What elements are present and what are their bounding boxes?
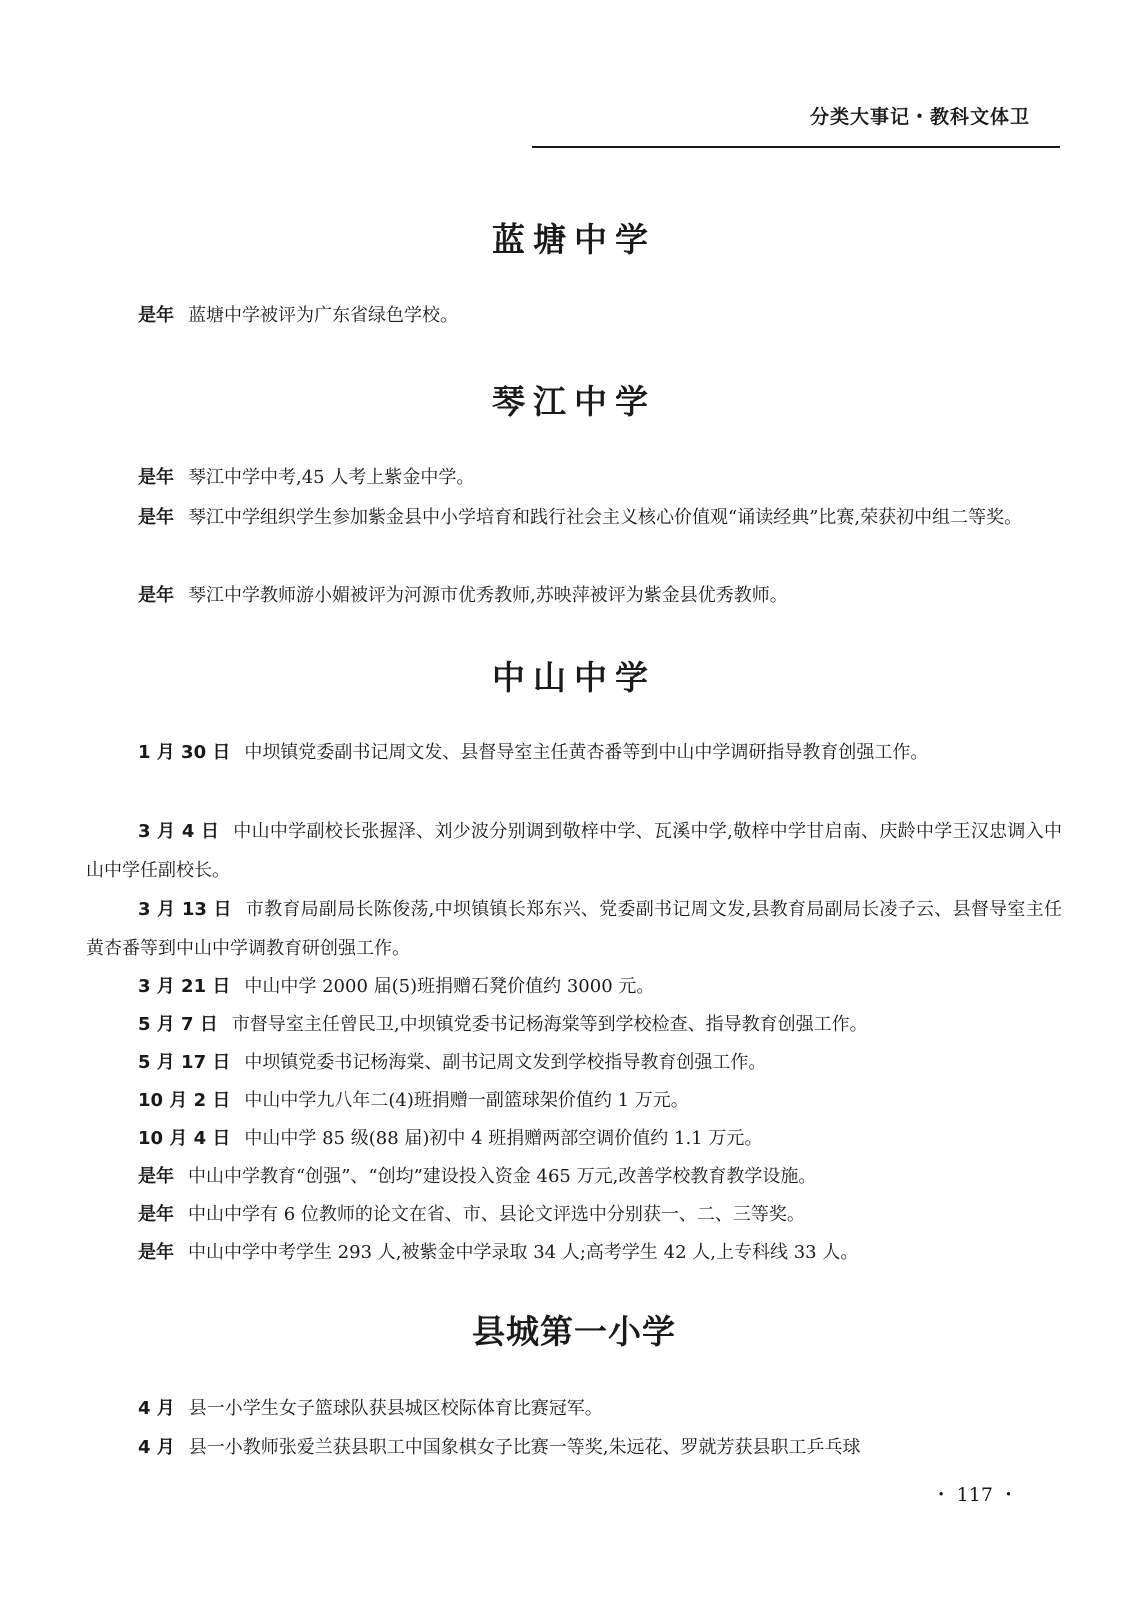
- entry-text: 中坝镇党委副书记周文发、县督导室主任黄杏番等到中山中学调研指导教育创强工作。: [244, 742, 929, 763]
- entry: [86, 576, 1062, 615]
- entry-text: 中山中学九八年二(4)班捐赠一副篮球架价值约 1 万元。: [244, 1090, 689, 1111]
- entry-text: 中山中学有 6 位教师的论文在省、市、县论文评选中分别获一、二、三等奖。: [188, 1204, 805, 1225]
- entry-date: 是年: [138, 507, 174, 528]
- entry-date: 4 月: [138, 1437, 175, 1458]
- entry: [86, 1428, 1062, 1467]
- entry-date: 10 月 2 日: [138, 1090, 231, 1111]
- entry-text: 县一小教师张爱兰获县职工中国象棋女子比赛一等奖,朱远花、罗就芳获县职工乒乓球: [188, 1437, 861, 1458]
- entry-date: 是年: [138, 585, 174, 606]
- section-title-zhongshan: 中山中学: [492, 658, 656, 697]
- entry: [86, 890, 1062, 968]
- entry: [86, 733, 1062, 772]
- entry: [86, 967, 1062, 1006]
- entry-date: 是年: [138, 467, 174, 488]
- section-title-qinjiang: 琴江中学: [492, 382, 656, 421]
- entry-date: 4 月: [138, 1398, 175, 1419]
- entry: [86, 1195, 1062, 1234]
- entry-date: 5 月 7 日: [138, 1014, 218, 1035]
- entry-text: 县一小学生女子篮球队获县城区校际体育比赛冠军。: [188, 1398, 603, 1419]
- entry-date: 3 月 13 日: [138, 899, 232, 920]
- running-header: 分类大事记・教科文体卫: [809, 106, 1030, 128]
- entry: [86, 1043, 1062, 1082]
- page-number: ・ 117 ・: [931, 1484, 1018, 1506]
- entry-text: 中山中学教育“创强”、“创均”建设投入资金 465 万元,改善学校教育教学设施。: [188, 1166, 817, 1187]
- entry-text: 中坝镇党委书记杨海棠、副书记周文发到学校指导教育创强工作。: [244, 1052, 767, 1073]
- entry-text: 琴江中学教师游小媚被评为河源市优秀教师,苏映萍被评为紫金县优秀教师。: [188, 585, 788, 606]
- entry-text: 市督导室主任曾民卫,中坝镇党委书记杨海棠等到学校检查、指导教育创强工作。: [231, 1014, 868, 1035]
- entry-date: 1 月 30 日: [138, 742, 231, 763]
- entry: [86, 1005, 1062, 1044]
- entry: [86, 458, 1062, 497]
- entry-text: 中山中学中考学生 293 人,被紫金中学录取 34 人;高考学生 42 人,上专科线 33 人。: [188, 1242, 859, 1263]
- entry-date: 10 月 4 日: [138, 1128, 231, 1149]
- entry-text: 蓝塘中学被评为广东省绿色学校。: [188, 305, 458, 326]
- entry: [86, 296, 1062, 335]
- entry-date: 3 月 4 日: [138, 821, 220, 842]
- entry-date: 是年: [138, 305, 174, 326]
- entry: [86, 1119, 1062, 1158]
- entry-text: 中山中学 85 级(88 届)初中 4 班捐赠两部空调价值约 1.1 万元。: [244, 1128, 763, 1149]
- entry-date: 3 月 21 日: [138, 976, 231, 997]
- section-title-county-first-primary: 县城第一小学: [472, 1312, 676, 1351]
- entry-text: 市教育局副局长陈俊荡,中坝镇镇长郑东兴、党委副书记周文发,县教育局副局长凌子云、县督导室主任黄杏番等到中山中学调教育研创强工作。: [86, 899, 1062, 959]
- entry-text: 琴江中学组织学生参加紫金县中小学培育和践行社会主义核心价值观“诵读经典”比赛,荣获初中组二等奖。: [188, 507, 1023, 528]
- entry: [86, 1389, 1062, 1428]
- entry: [86, 498, 1062, 537]
- entry-date: 是年: [138, 1166, 174, 1187]
- section-title-lantang: 蓝塘中学: [492, 220, 656, 259]
- entry-date: 是年: [138, 1242, 174, 1263]
- entry: [86, 1081, 1062, 1120]
- entry-text: 琴江中学中考,45 人考上紫金中学。: [188, 467, 475, 488]
- entry-date: 是年: [138, 1204, 174, 1225]
- entry: [86, 1157, 1062, 1196]
- entry-date: 5 月 17 日: [138, 1052, 231, 1073]
- header-rule: [532, 146, 1060, 148]
- entry: [86, 1233, 1062, 1272]
- entry-text: 中山中学副校长张握泽、刘少波分别调到敬梓中学、瓦溪中学,敬梓中学甘启南、庆龄中学王汉忠调入中山中学任副校长。: [86, 821, 1062, 881]
- entry: [86, 812, 1062, 890]
- entry-text: 中山中学 2000 届(5)班捐赠石凳价值约 3000 元。: [244, 976, 655, 997]
